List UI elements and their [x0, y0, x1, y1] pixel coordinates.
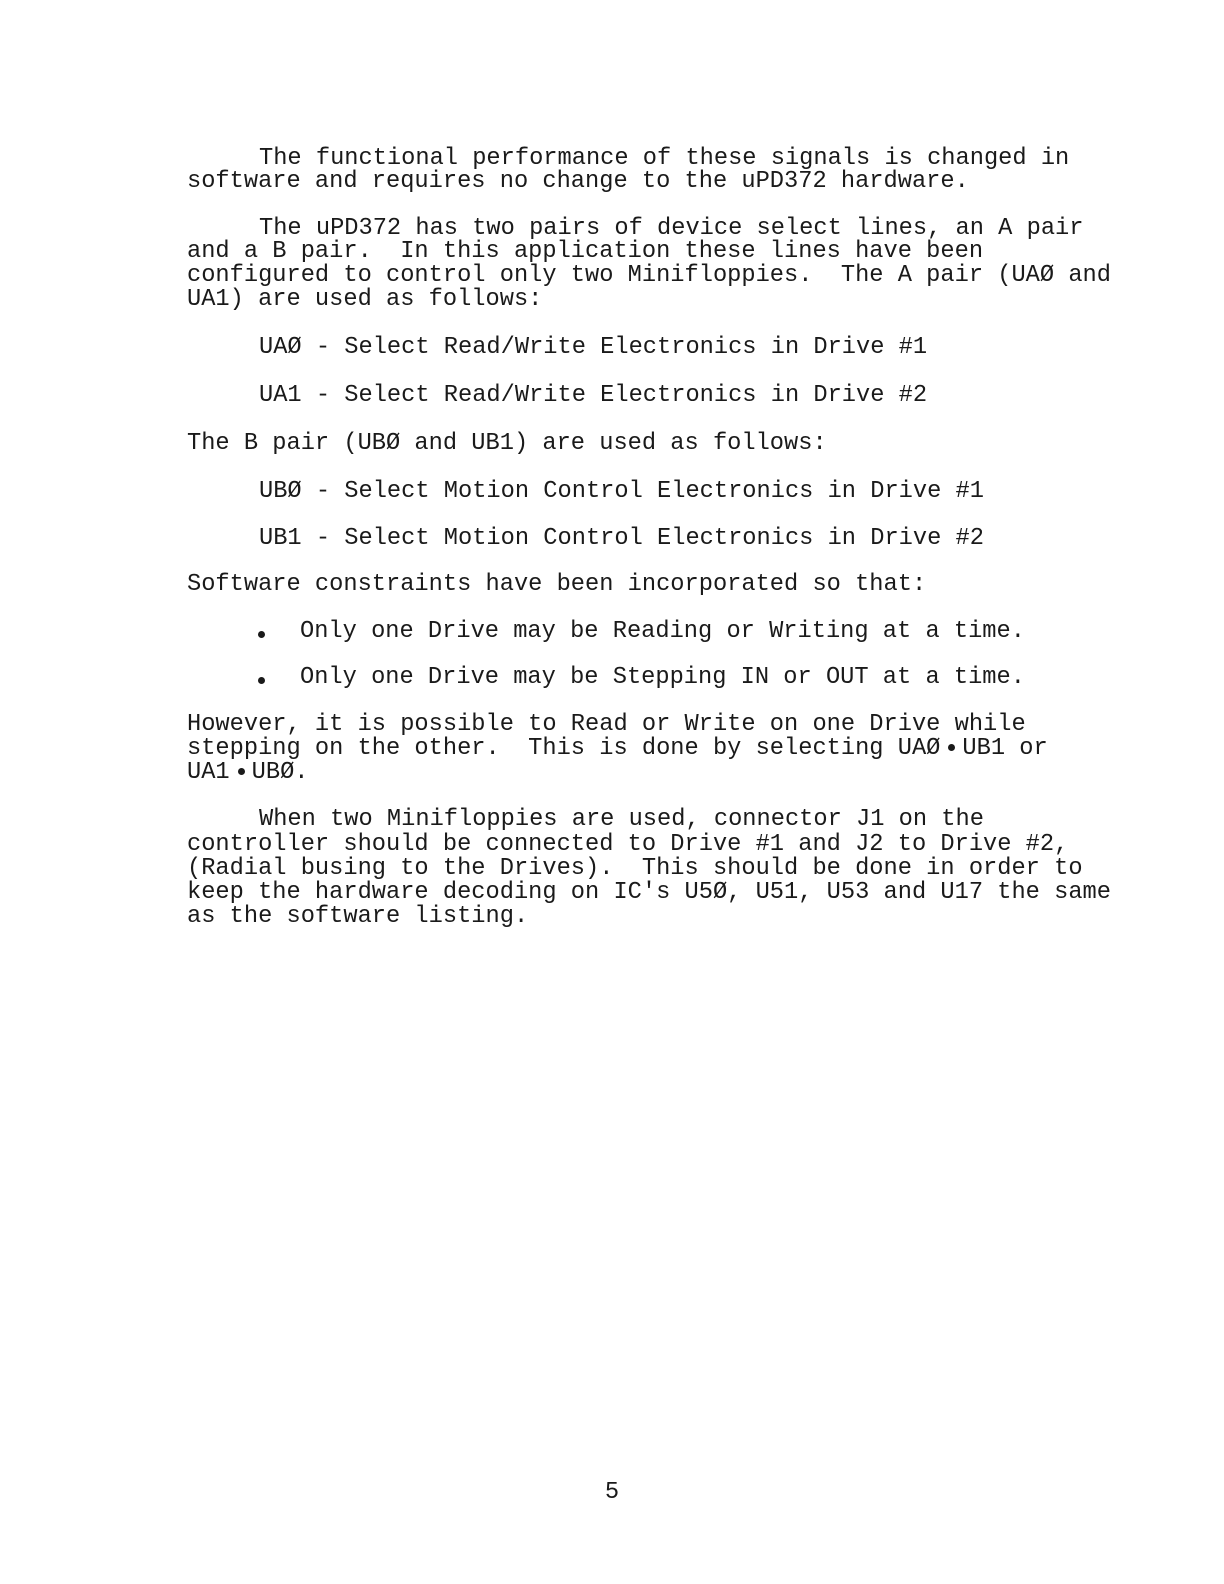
text-segment: UB1 or: [962, 735, 1048, 762]
page-number: 5: [604, 1479, 620, 1506]
text-line: The uPD372 has two pairs of device select lines, an A pair: [259, 215, 1084, 242]
text-segment: UBØ.: [251, 759, 309, 786]
list-item: Only one Drive may be Reading or Writing at a time.: [300, 618, 1025, 645]
text-line: as the software listing.: [187, 903, 529, 930]
list-item: UB1 - Select Motion Control Electronics in Drive #2: [259, 525, 984, 552]
list-item: UA1 - Select Read/Write Electronics in Drive #2: [259, 382, 928, 409]
text-line: UA1) are used as follows:: [187, 286, 543, 313]
b-pair-intro: The B pair (UBØ and UB1) are used as follows:: [187, 430, 827, 457]
text-segment: stepping on the other. This is done by selecting UAØ: [187, 735, 941, 762]
text-line: [187, 737, 1048, 761]
list-item: Only one Drive may be Stepping IN or OUT at a time.: [300, 664, 1025, 691]
text-line: (Radial busing to the Drives). This should be done in order to: [187, 855, 1083, 882]
bullet-icon: [258, 631, 265, 638]
text-line: configured to control only two Minifloppies. The A pair (UAØ and: [187, 262, 1111, 289]
text-segment: UA1: [187, 759, 230, 786]
bullet-icon: [258, 677, 265, 684]
list-item: UAØ - Select Read/Write Electronics in Drive #1: [259, 334, 928, 361]
text-line: However, it is possible to Read or Write on one Drive while: [187, 711, 1026, 738]
text-line: and a B pair. In this application these lines have been: [187, 238, 984, 265]
text-line: controller should be connected to Drive #1 and J2 to Drive #2,: [187, 831, 1069, 858]
text-line: software and requires no change to the uPD372 hardware.: [187, 168, 969, 195]
list-item: UBØ - Select Motion Control Electronics in Drive #1: [259, 478, 984, 505]
and-dot-icon: [948, 744, 955, 751]
text-line: keep the hardware decoding on IC's U5Ø, U51, U53 and U17 the same: [187, 879, 1111, 906]
and-dot-icon: [238, 768, 245, 775]
text-line: [187, 761, 309, 785]
text-line: The functional performance of these signals is changed in: [259, 145, 1070, 172]
constraints-intro: Software constraints have been incorporated so that:: [187, 571, 927, 598]
text-line: When two Minifloppies are used, connector J1 on the: [259, 806, 984, 833]
